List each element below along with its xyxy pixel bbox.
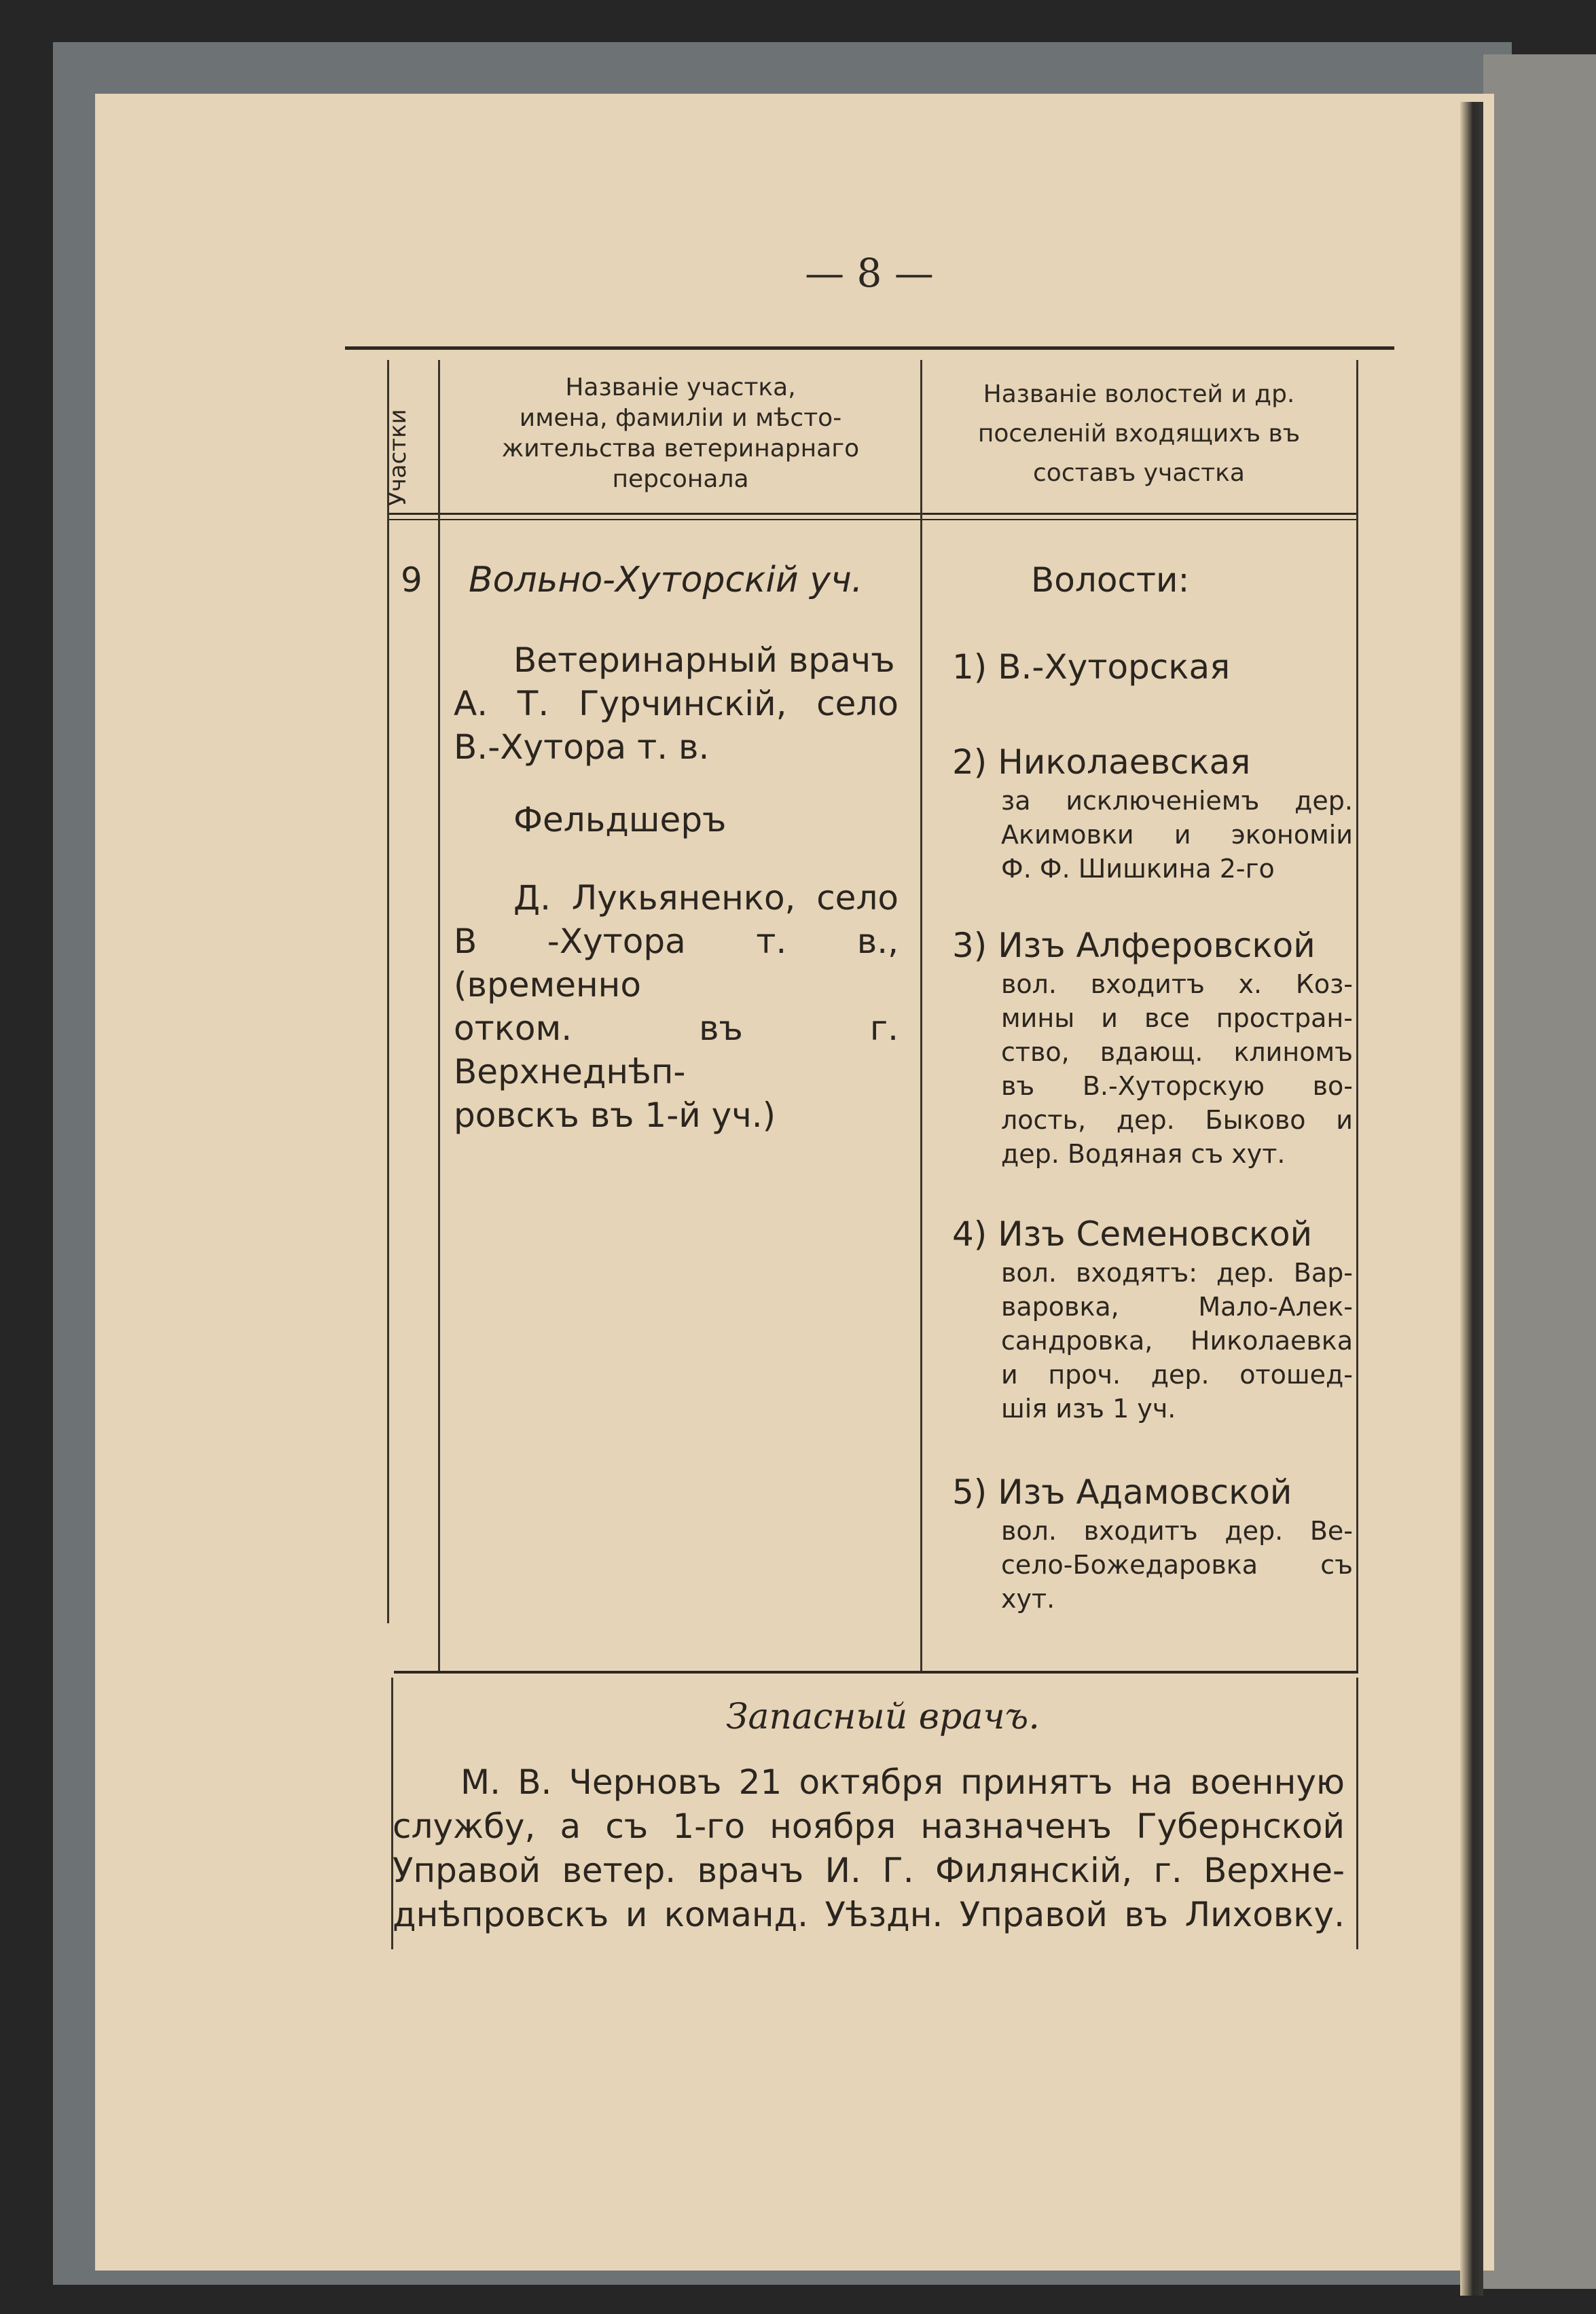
header-volosti: Названіе волостей и др. поселеній входящихъ въ составъ участка: [977, 380, 1301, 487]
feldsher-entry: Д. Лукьяненко, село В -Хутора т. в., (временно отком. въ г. Верхнеднѣп- ровскъ въ 1-й уч.): [454, 878, 899, 1135]
feldsher-label: Фельдшеръ: [513, 800, 727, 839]
volost-item: 3) Изъ Алферовской вол. входитъ х. Коз- мины и все простран- ство, вдающ. клиномъ въ В.-Хуторскую во- лость, дер. Быково и дер. Водяная съ хут.: [952, 926, 1353, 1169]
volost-number: 5): [952, 1472, 987, 1512]
volost-number: 4): [952, 1214, 987, 1254]
table-left-border: [387, 360, 389, 1623]
section-number: 9: [401, 560, 422, 600]
district-name: Вольно-Хуторскій уч.: [469, 560, 863, 600]
volost-number: 3): [952, 926, 987, 965]
header-bottom-rule-2: [387, 519, 1358, 520]
volost-name: Изъ Алферовской: [998, 926, 1316, 965]
header-sections: Участки: [384, 409, 412, 506]
volost-name: Изъ Адамовской: [998, 1472, 1292, 1512]
next-page-edge: [1483, 54, 1596, 2289]
volost-name: Николаевская: [998, 742, 1251, 782]
volost-item: 4) Изъ Семеновской вол. входятъ: дер. Вар- варовка, Мало-Алек- сандровка, Николаевка и проч. дер. отошед- шія изъ 1 уч.: [952, 1214, 1353, 1424]
header-bottom-rule: [387, 513, 1358, 515]
volost-number: 1): [952, 647, 987, 687]
volost-item: [952, 645, 1353, 689]
page-number: — 8 —: [805, 250, 934, 296]
table-right-border: [1356, 360, 1358, 1671]
volost-number: 2): [952, 742, 987, 782]
reserve-right-border: [1356, 1678, 1358, 1949]
volost-name: В.-Хуторская: [998, 647, 1231, 687]
header-district-staff: Названіе участка, имена, фамиліи и мѣсто- жительства ветеринарнаго персонала: [501, 374, 860, 493]
table-bottom-rule: [394, 1671, 1358, 1674]
table-top-rule: [345, 346, 1394, 350]
col1-divider: [438, 360, 440, 1671]
volosti-label: Волости:: [1031, 560, 1190, 600]
page-gutter-shadow: [1460, 102, 1483, 2296]
col2-divider: [920, 360, 922, 1671]
volost-item: 5) Изъ Адамовской вол. входитъ дер. Ве- село-Божедаровка съ хут.: [952, 1472, 1353, 1614]
reserve-vet-title: Запасный врачъ.: [726, 1697, 1040, 1737]
reserve-vet-paragraph: М. В. Черновъ 21 октября принятъ на военную службу, а съ 1-го ноября назначенъ Губернской Управой ветер. врачъ И. Г. Филянскій, г. Верхне- днѣпровскъ и команд. Уѣздн. Управой въ Лиховку.: [393, 1762, 1345, 1934]
veterinarian-entry: Ветеринарный врачъ А. Т. Гурчинскій, село В.-Хутора т. в.: [454, 640, 899, 767]
volost-name: Изъ Семеновской: [998, 1214, 1313, 1254]
volost-item: 2) Николаевская за исключеніемъ дер. Акимовки и экономіи Ф. Ф. Шишкина 2-го: [952, 742, 1353, 884]
